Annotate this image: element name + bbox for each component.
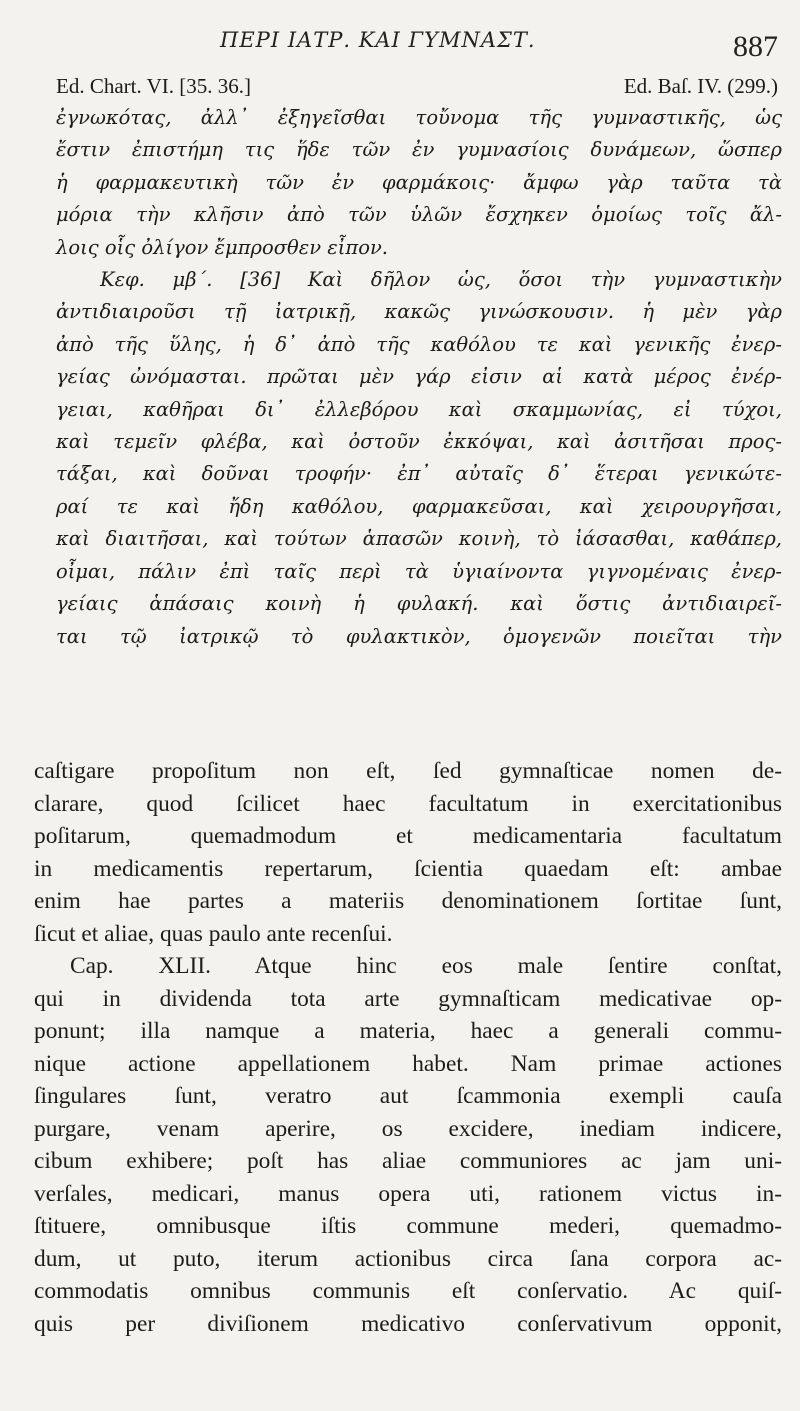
greek-line: γείαις ἁπάσαις κοινὴ ἡ φυλακή. καὶ ὅστις ἀντιδιαιρεῖ- bbox=[56, 592, 782, 616]
latin-line: ſtituere, omnibusque iſtis commune mederi, quemadmo- bbox=[34, 1213, 782, 1239]
greek-line: ἔστιν ἐπιστήμη τις ἥδε τῶν ἐν γυμνασίοις δυνάμεων, ὥσπερ bbox=[56, 138, 782, 162]
greek-line: ἀπὸ τῆς ὕλης, ἡ δ᾽ ἀπὸ τῆς καθόλου τε καὶ γενικῆς ἐνερ- bbox=[56, 332, 782, 356]
greek-line: ται τῷ ἰατρικῷ τὸ φυλακτικὸν, ὁμογενῶν ποιεῖται τὴν bbox=[56, 624, 782, 648]
latin-line: ponunt; illa namque a materia, haec a generali commu- bbox=[34, 1018, 782, 1044]
latin-line: quis per diviſionem medicativo conſervativum opponit, bbox=[34, 1310, 782, 1337]
latin-line: enim hae partes a materiis denominationem ſortitae ſunt, bbox=[34, 888, 782, 914]
latin-line: commodatis omnibus communis eſt conſervatio. Ac quiſ- bbox=[34, 1278, 782, 1304]
edition-reference-basel: Ed. Baſ. IV. (299.) bbox=[623, 74, 778, 98]
greek-line: τάξαι, καὶ δοῦναι τροφήν· ἐπ᾽ αὐταῖς δ᾽ ἕτεραι γενικώτε- bbox=[56, 462, 782, 486]
page-number: 887 bbox=[733, 30, 778, 63]
latin-line: qui in dividenda tota arte gymnaſticam medicativae op- bbox=[34, 985, 782, 1012]
latin-line: ſicut et aliae, quas paulo ante recenſui. bbox=[34, 920, 393, 947]
greek-line: καὶ τεμεῖν φλέβα, καὶ ὀστοῦν ἐκκόψαι, καὶ ἀσιτῆσαι προς- bbox=[56, 430, 782, 454]
latin-line: caſtigare propoſitum non eſt, ſed gymnaſticae nomen de- bbox=[34, 758, 782, 784]
latin-line: dum, ut puto, iterum actionibus circa ſana corpora ac- bbox=[34, 1245, 782, 1272]
greek-line: ἐγνωκότας, ἀλλ᾽ ἐξηγεῖσθαι τοὔνομα τῆς γυμναστικῆς, ὡς bbox=[56, 106, 782, 129]
running-head: ΠΕΡΙ ΙΑΤΡ. ΚΑΙ ΓΥΜΝΑΣΤ. bbox=[220, 28, 536, 52]
latin-line: verſales, medicari, manus opera uti, rationem victus in- bbox=[34, 1180, 782, 1207]
latin-text-block bbox=[34, 755, 782, 1340]
greek-line: γείας ὠνόμασται. πρῶται μὲν γάρ εἰσιν αἱ κατὰ μέρος ἐνέρ- bbox=[56, 365, 782, 389]
latin-line: cibum exhibere; poſt has aliae communiores ac jam uni- bbox=[34, 1148, 782, 1174]
greek-line: καὶ διαιτῆσαι, καὶ τούτων ἁπασῶν κοινὴ, τὸ ἰάσασθαι, καθάπερ, bbox=[56, 527, 782, 551]
greek-line: γειαι, καθῆραι δι᾽ ἐλλεβόρου καὶ σκαμμωνίας, εἰ τύχοι, bbox=[56, 397, 782, 421]
latin-line: in medicamentis repertarum, ſcientia quaedam eſt: ambae bbox=[34, 855, 782, 882]
latin-line: clarare, quod ſcilicet haec facultatum in exercitationibus bbox=[34, 790, 782, 817]
greek-line: ἡ φαρμακευτικὴ τῶν ἐν φαρμάκοις· ἄμφω γὰρ ταῦτα τὰ bbox=[56, 170, 782, 194]
latin-line: purgare, venam aperire, os excidere, inediam indicere, bbox=[34, 1115, 782, 1142]
greek-line: Κεφ. μβ΄. [36] Καὶ δῆλον ὡς, ὅσοι τὴν γυμναστικὴν bbox=[100, 268, 782, 292]
edition-reference-chartier: Ed. Chart. VI. [35. 36.] bbox=[56, 74, 251, 98]
greek-line: ἀντιδιαιροῦσι τῇ ἰατρικῇ, κακῶς γινώσκουσιν. ἡ μὲν γὰρ bbox=[56, 300, 782, 324]
latin-line: Cap. XLII. Atque hinc eos male ſentire conſtat, bbox=[70, 953, 782, 979]
latin-line: poſitarum, quemadmodum et medicamentaria facultatum bbox=[34, 823, 782, 849]
greek-line: λοις οἷς ὀλίγον ἔμπροσθεν εἶπον. bbox=[56, 235, 389, 259]
greek-line: οἶμαι, πάλιν ἐπὶ ταῖς περὶ τὰ ὑγιαίνοντα γιγνομέναις ἐνερ- bbox=[56, 559, 782, 583]
latin-line: nique actione appellationem habet. Nam primae actiones bbox=[34, 1050, 782, 1077]
latin-line: ſingulares ſunt, veratro aut ſcammonia exempli cauſa bbox=[34, 1083, 782, 1109]
greek-line: μόρια τὴν κλῆσιν ἀπὸ τῶν ὑλῶν ἔσχηκεν ὁμοίως τοῖς ἄλ- bbox=[56, 203, 782, 227]
greek-text-block bbox=[56, 102, 782, 653]
greek-line: ραί τε καὶ ἤδη καθόλου, φαρμακεῦσαι, καὶ χειρουργῆσαι, bbox=[56, 494, 782, 518]
